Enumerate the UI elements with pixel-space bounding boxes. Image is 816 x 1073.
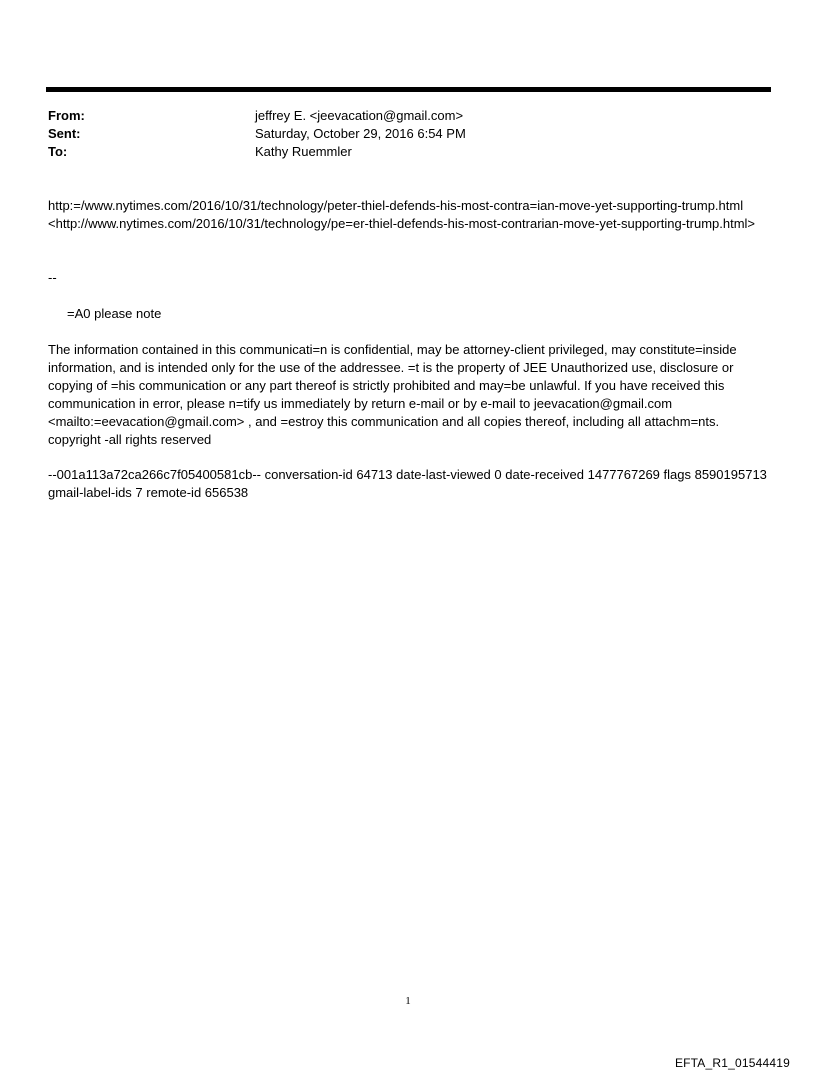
confidentiality-disclaimer: The information contained in this communicati=n is confidential, may be attorney-client privileged, may constitute=inside information, and is intended only for the use of the addressee. =t is the property of JEE Unauthorized use, disclosure or copying of =his communication or any part thereof is strictly prohibited and may=be unlawful. If you have received this communication in error, please n=tify us immediately by return e-mail or by e-mail to jeevacation@gmail.com <mailto:=eevacation@gmail.com> , and =estroy this communication and all copies thereof, including all attachm=nts. copyright -all rights reserved [48,342,737,447]
email-header [48,107,748,161]
from-label: From: [48,108,85,123]
article-link-text: http:=/www.nytimes.com/2016/10/31/technology/peter-thiel-defends-his-most-contra=ian-move-yet-supporting-trump.html <http://www.nytimes.com/2016/10/31/technology/pe=er-thiel-defends-his-most-contrarian-move-yet-supporting-trump.html> [48,198,756,231]
sent-row [48,125,748,143]
signature-separator: -- [48,270,57,285]
sent-label: Sent: [48,126,81,141]
to-label: To: [48,144,68,159]
bates-number: EFTA_R1_01544419 [674,1056,790,1070]
page-number: 1 [405,995,411,1007]
to-row [48,143,748,161]
sent-value: Saturday, October 29, 2016 6:54 PM [255,126,466,141]
message-metadata: --001a113a72ca266c7f05400581cb-- conversation-id 64713 date-last-viewed 0 date-received 1477767269 flags 8590195713 gmail-label-ids 7 remote-id 656538 [48,467,767,500]
from-value: jeffrey E. <jeevacation@gmail.com> [255,108,464,123]
header-divider [46,87,771,92]
note-line: =A0 please note [67,306,162,321]
to-value: Kathy Ruemmler [255,144,352,159]
from-row [48,107,748,125]
